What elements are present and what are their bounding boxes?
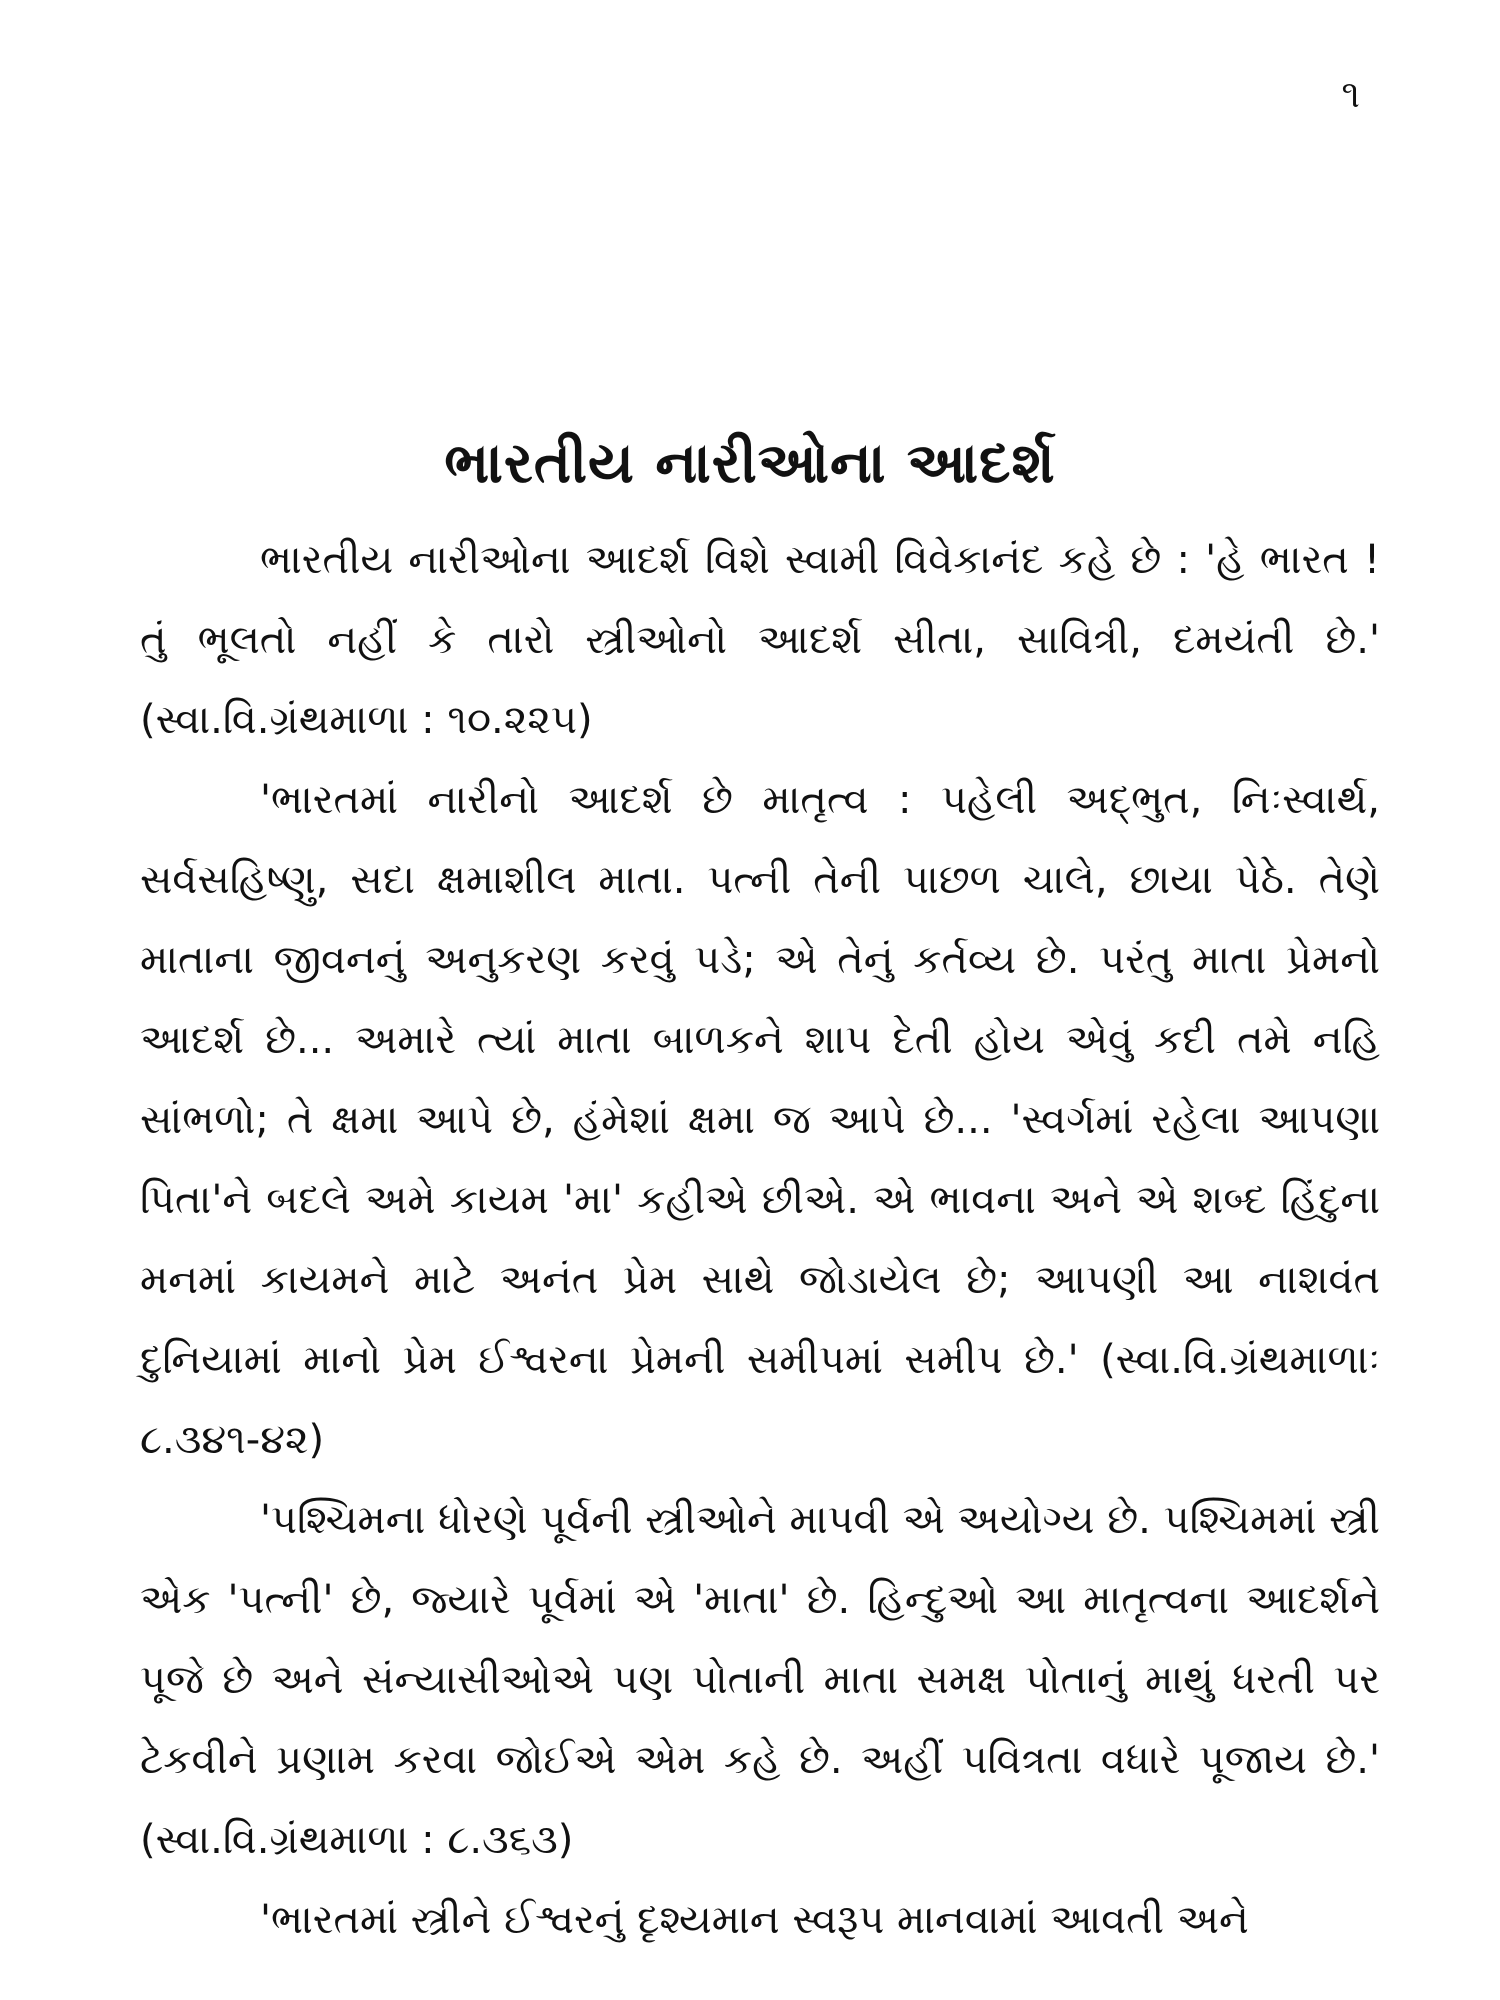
chapter-title: ભારતીય નારીઓના આદર્શ <box>444 431 1056 496</box>
page-number: ૧ <box>1341 72 1360 116</box>
paragraph-4: 'ભારતમાં સ્ત્રીને ઈશ્વરનું દૃશ્યમાન સ્વરૂપ માનવામાં આવતી અને <box>260 1897 1249 1943</box>
body-text <box>140 520 1380 1960</box>
paragraph-2: 'ભારતમાં નારીનો આદર્શ છે માતૃત્વ : પહેલી અદ્ભુત, નિઃસ્વાર્થ, સર્વસહિષ્ણુ, સદા ક્ષમાશીલ માતા. પત્ની તેની પાછળ ચાલે, છાયા પેઠે. તેણે માતાના જીવનનું અનુકરણ કરવું પડે; એ તેનું કર્તવ્ય છે. પરંતુ માતા પ્રેમનો આદર્શ છે... અમારે ત્યાં માતા બાળકને શાપ દેતી હોય એવું કદી તમે નહિ સાંભળો; તે ક્ષમા આપે છે, હંમેશાં ક્ષમા જ આપે છે... 'સ્વર્ગમાં રહેલા આપણા પિતા'ને બદલે અમે કાયમ 'મા' કહીએ છીએ. એ ભાવના અને એ શબ્દ હિંદુના મનમાં કાયમને માટે અનંત પ્રેમ સાથે જોડાયેલ છે; આપણી આ નાશવંત દુનિયામાં માનો પ્રેમ ઈશ્વરના પ્રેમની સમીપમાં સમીપ છે.' (સ્વા.વિ.ગ્રંથમાળાઃ ૮.૩૪૧-૪૨) <box>140 777 1380 1463</box>
paragraph-3: 'પશ્ચિમના ધોરણે પૂર્વની સ્ત્રીઓને માપવી એ અયોગ્ય છે. પશ્ચિમમાં સ્ત્રી એક 'પત્ની' છે, જ્યારે પૂર્વમાં એ 'માતા' છે. હિન્દુઓ આ માતૃત્વના આદર્શને પૂજે છે અને સંન્યાસીઓએ પણ પોતાની માતા સમક્ષ પોતાનું માથું ધરતી પર ટેકવીને પ્રણામ કરવા જોઈએ એમ કહે છે. અહીં પવિત્રતા વધારે પૂજાય છે.' (સ્વા.વિ.ગ્રંથમાળા : ૮.૩૬૩) <box>140 1497 1380 1863</box>
paragraph-1: ભારતીય નારીઓના આદર્શ વિશે સ્વામી વિવેકાનંદ કહે છે : 'હે ભારત ! તું ભૂલતો નહીં કે તારો સ્ત્રીઓનો આદર્શ સીતા, સાવિત્રી, દમયંતી છે.' (સ્વા.વિ.ગ્રંથમાળા : ૧૦.૨૨૫) <box>140 537 1380 743</box>
